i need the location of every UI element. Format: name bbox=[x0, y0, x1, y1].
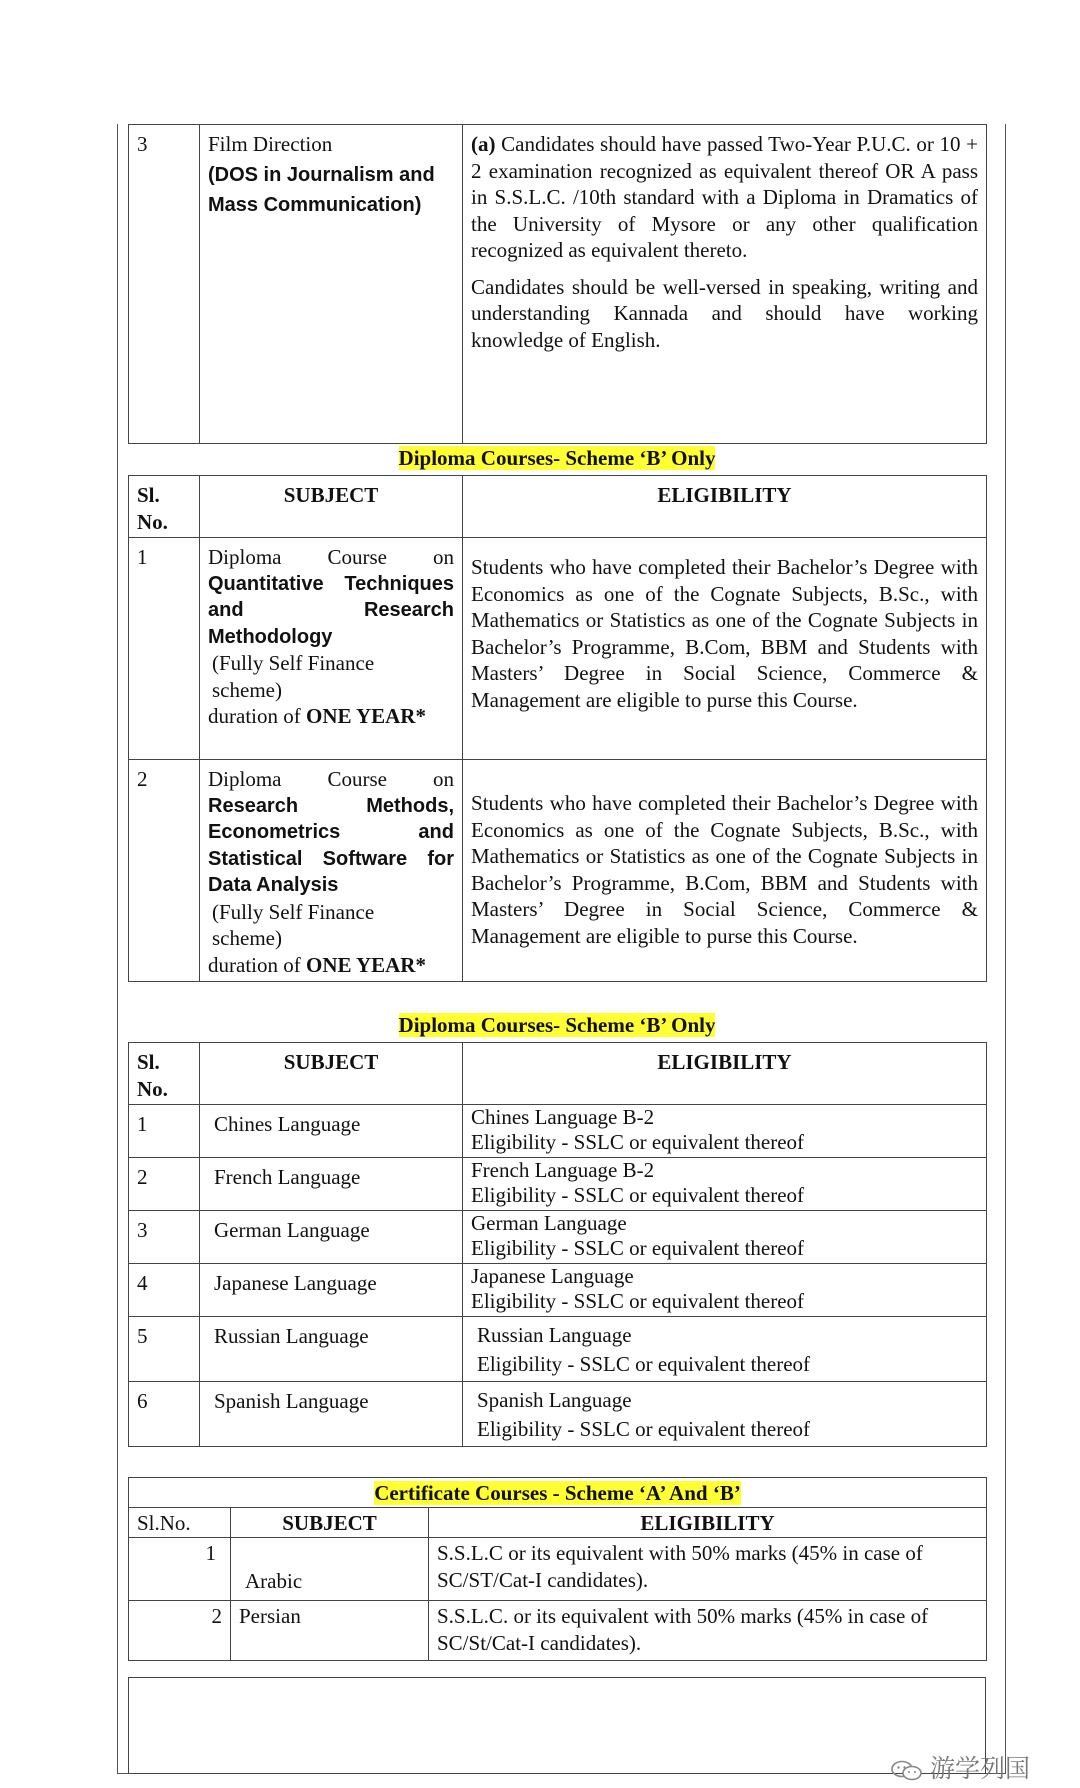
banner-row bbox=[129, 1478, 987, 1508]
subject-cell: Japanese Language bbox=[200, 1264, 463, 1317]
elig-line: Eligibility - SSLC or equivalent thereof bbox=[471, 1289, 805, 1313]
diploma-table-1 bbox=[128, 475, 987, 982]
header-subject: SUBJECT bbox=[200, 1043, 463, 1105]
sl-cell: 2 bbox=[129, 760, 200, 982]
finance-line: (Fully Self Finance bbox=[212, 651, 375, 675]
elig-line: Chines Language B-2 bbox=[471, 1105, 655, 1129]
sl-cell: 5 bbox=[129, 1317, 200, 1382]
sl-cell: 6 bbox=[129, 1382, 200, 1447]
empty-cell bbox=[129, 1678, 986, 1774]
table-row bbox=[129, 125, 987, 444]
empty-table bbox=[128, 1677, 986, 1774]
subject-cell: French Language bbox=[200, 1158, 463, 1211]
sl-cell: 3 bbox=[129, 125, 200, 444]
elig-line: French Language B-2 bbox=[471, 1158, 655, 1182]
eligibility-cell bbox=[463, 1211, 987, 1264]
elig-line: Eligibility - SSLC or equivalent thereof bbox=[471, 1236, 805, 1260]
eligibility-cell: Students who have completed their Bachelor’s Degree with Economics as one of the Cognate Subjects, B.Sc., with Mathematics or Statistics as one of the Cognate Subjects in Bachelor’s Programme, B.Com, BBM and Students with Masters’ Degree in Social Science, Commerce & Management are eligible to purse this Course. bbox=[463, 760, 987, 982]
eligibility-cell bbox=[463, 1382, 987, 1447]
table-row bbox=[129, 1538, 987, 1601]
subject-cell bbox=[200, 760, 463, 982]
table-row bbox=[129, 1158, 987, 1211]
watermark bbox=[890, 1749, 1030, 1785]
elig-line: Japanese Language bbox=[471, 1264, 634, 1288]
sl-cell: 1 bbox=[129, 1538, 231, 1601]
table-row bbox=[129, 1601, 987, 1661]
table-row bbox=[129, 1678, 986, 1774]
header-sl: Sl. No. bbox=[129, 476, 200, 538]
eligibility-cell bbox=[463, 1158, 987, 1211]
subject-cell: Spanish Language bbox=[200, 1382, 463, 1447]
section-banner bbox=[128, 446, 986, 471]
elig-text: Candidates should have passed Two-Year P.U.C. or 10 + 2 examination recognized as equivalent thereof OR A pass in S.S.L.C. /10th standard with a Diploma in Dramatics of the University of Mysore or any other qualification recognized as equivalent thereto. bbox=[471, 132, 978, 262]
subject-cell: Russian Language bbox=[200, 1317, 463, 1382]
section-banner bbox=[128, 1013, 986, 1038]
eligibility-cell bbox=[463, 1105, 987, 1158]
table-row bbox=[129, 1382, 987, 1447]
header-subject: SUBJECT bbox=[200, 476, 463, 538]
header-sl: Sl. No. bbox=[129, 1043, 200, 1105]
finance-line: (Fully Self Finance bbox=[212, 899, 375, 924]
watermark-text: 游学列国 bbox=[930, 1754, 1031, 1783]
table-row bbox=[129, 1264, 987, 1317]
sl-cell: 3 bbox=[129, 1211, 200, 1264]
wechat-icon bbox=[890, 1759, 924, 1781]
duration-text: duration of bbox=[208, 952, 306, 977]
elig-line: Eligibility - SSLC or equivalent thereof bbox=[477, 1352, 811, 1376]
subject-line: Film Direction bbox=[208, 132, 333, 156]
subject-bold: Research Methods, Econometrics and Statistical Software for Data Analysis bbox=[208, 794, 454, 896]
header-eligibility: ELIGIBILITY bbox=[463, 1043, 987, 1105]
film-direction-table bbox=[128, 124, 987, 444]
subject-cell bbox=[200, 125, 463, 444]
eligibility-cell: S.S.L.C or its equivalent with 50% marks (45% in case of SC/ST/Cat-I candidates). bbox=[429, 1538, 987, 1601]
finance-line: scheme) bbox=[212, 926, 282, 950]
header-row bbox=[129, 476, 987, 538]
eligibility-cell bbox=[463, 125, 987, 444]
subject-line: Diploma Course on bbox=[208, 545, 454, 569]
eligibility-cell bbox=[463, 1317, 987, 1382]
banner-cell bbox=[129, 1478, 987, 1508]
finance-line: scheme) bbox=[212, 677, 282, 702]
header-eligibility: ELIGIBILITY bbox=[429, 1508, 987, 1538]
elig-text-2: Candidates should be well-versed in speaking, writing and understanding Kannada and should have working knowledge of English. bbox=[471, 274, 978, 352]
sl-cell: 2 bbox=[129, 1601, 231, 1661]
subject-cell: German Language bbox=[200, 1211, 463, 1264]
banner-text: Diploma Courses- Scheme ‘B’ Only bbox=[398, 446, 716, 470]
sl-cell: 1 bbox=[129, 1105, 200, 1158]
duration-bold: ONE YEAR* bbox=[305, 704, 426, 728]
header-row bbox=[129, 1043, 987, 1105]
header-eligibility: ELIGIBILITY bbox=[463, 476, 987, 538]
elig-line: German Language bbox=[471, 1211, 627, 1235]
subject-bold: Quantitative Techniques and Research Methodology bbox=[208, 572, 454, 648]
subject-cell bbox=[200, 538, 463, 760]
subject-cell: Persian bbox=[231, 1601, 429, 1661]
table-row bbox=[129, 1105, 987, 1158]
header-subject: SUBJECT bbox=[231, 1508, 429, 1538]
elig-line: Eligibility - SSLC or equivalent thereof bbox=[477, 1417, 811, 1441]
elig-line: Russian Language bbox=[477, 1323, 632, 1347]
sl-cell: 1 bbox=[129, 538, 200, 760]
subject-line: Diploma Course on bbox=[208, 767, 454, 791]
eligibility-cell: Students who have completed their Bachelor’s Degree with Economics as one of the Cognate Subjects, B.Sc., with Mathematics or Statistics as one of the Cognate Subjects in Bachelor’s Programme, B.Com, BBM and Students with Masters’ Degree in Social Science, Commerce & Management are eligible to purse this Course. bbox=[463, 538, 987, 760]
table-row bbox=[129, 1211, 987, 1264]
elig-line: Eligibility - SSLC or equivalent thereof bbox=[471, 1130, 805, 1154]
sl-cell: 4 bbox=[129, 1264, 200, 1317]
banner-text: Certificate Courses - Scheme ‘A’ And ‘B’ bbox=[374, 1481, 741, 1505]
elig-line: Spanish Language bbox=[477, 1388, 632, 1412]
diploma-table-2 bbox=[128, 1042, 987, 1447]
duration-text: duration of bbox=[208, 704, 306, 728]
eligibility-cell: S.S.L.C. or its equivalent with 50% marks (45% in case of SC/St/Cat-I candidates). bbox=[429, 1601, 987, 1661]
subject-cell: Chines Language bbox=[200, 1105, 463, 1158]
subject-bold: (DOS in Journalism and Mass Communication) bbox=[208, 163, 435, 216]
table-row bbox=[129, 760, 987, 982]
sl-cell: 2 bbox=[129, 1158, 200, 1211]
elig-line: Eligibility - SSLC or equivalent thereof bbox=[471, 1183, 805, 1207]
subject-cell: Arabic bbox=[231, 1538, 429, 1601]
banner-text: Diploma Courses- Scheme ‘B’ Only bbox=[398, 1013, 716, 1037]
table-row bbox=[129, 1317, 987, 1382]
eligibility-cell bbox=[463, 1264, 987, 1317]
header-row bbox=[129, 1508, 987, 1538]
certificate-table bbox=[128, 1477, 987, 1661]
duration-bold: ONE YEAR* bbox=[305, 952, 426, 977]
header-sl: Sl.No. bbox=[129, 1508, 231, 1538]
table-row bbox=[129, 538, 987, 760]
elig-prefix: (a) bbox=[471, 132, 496, 156]
